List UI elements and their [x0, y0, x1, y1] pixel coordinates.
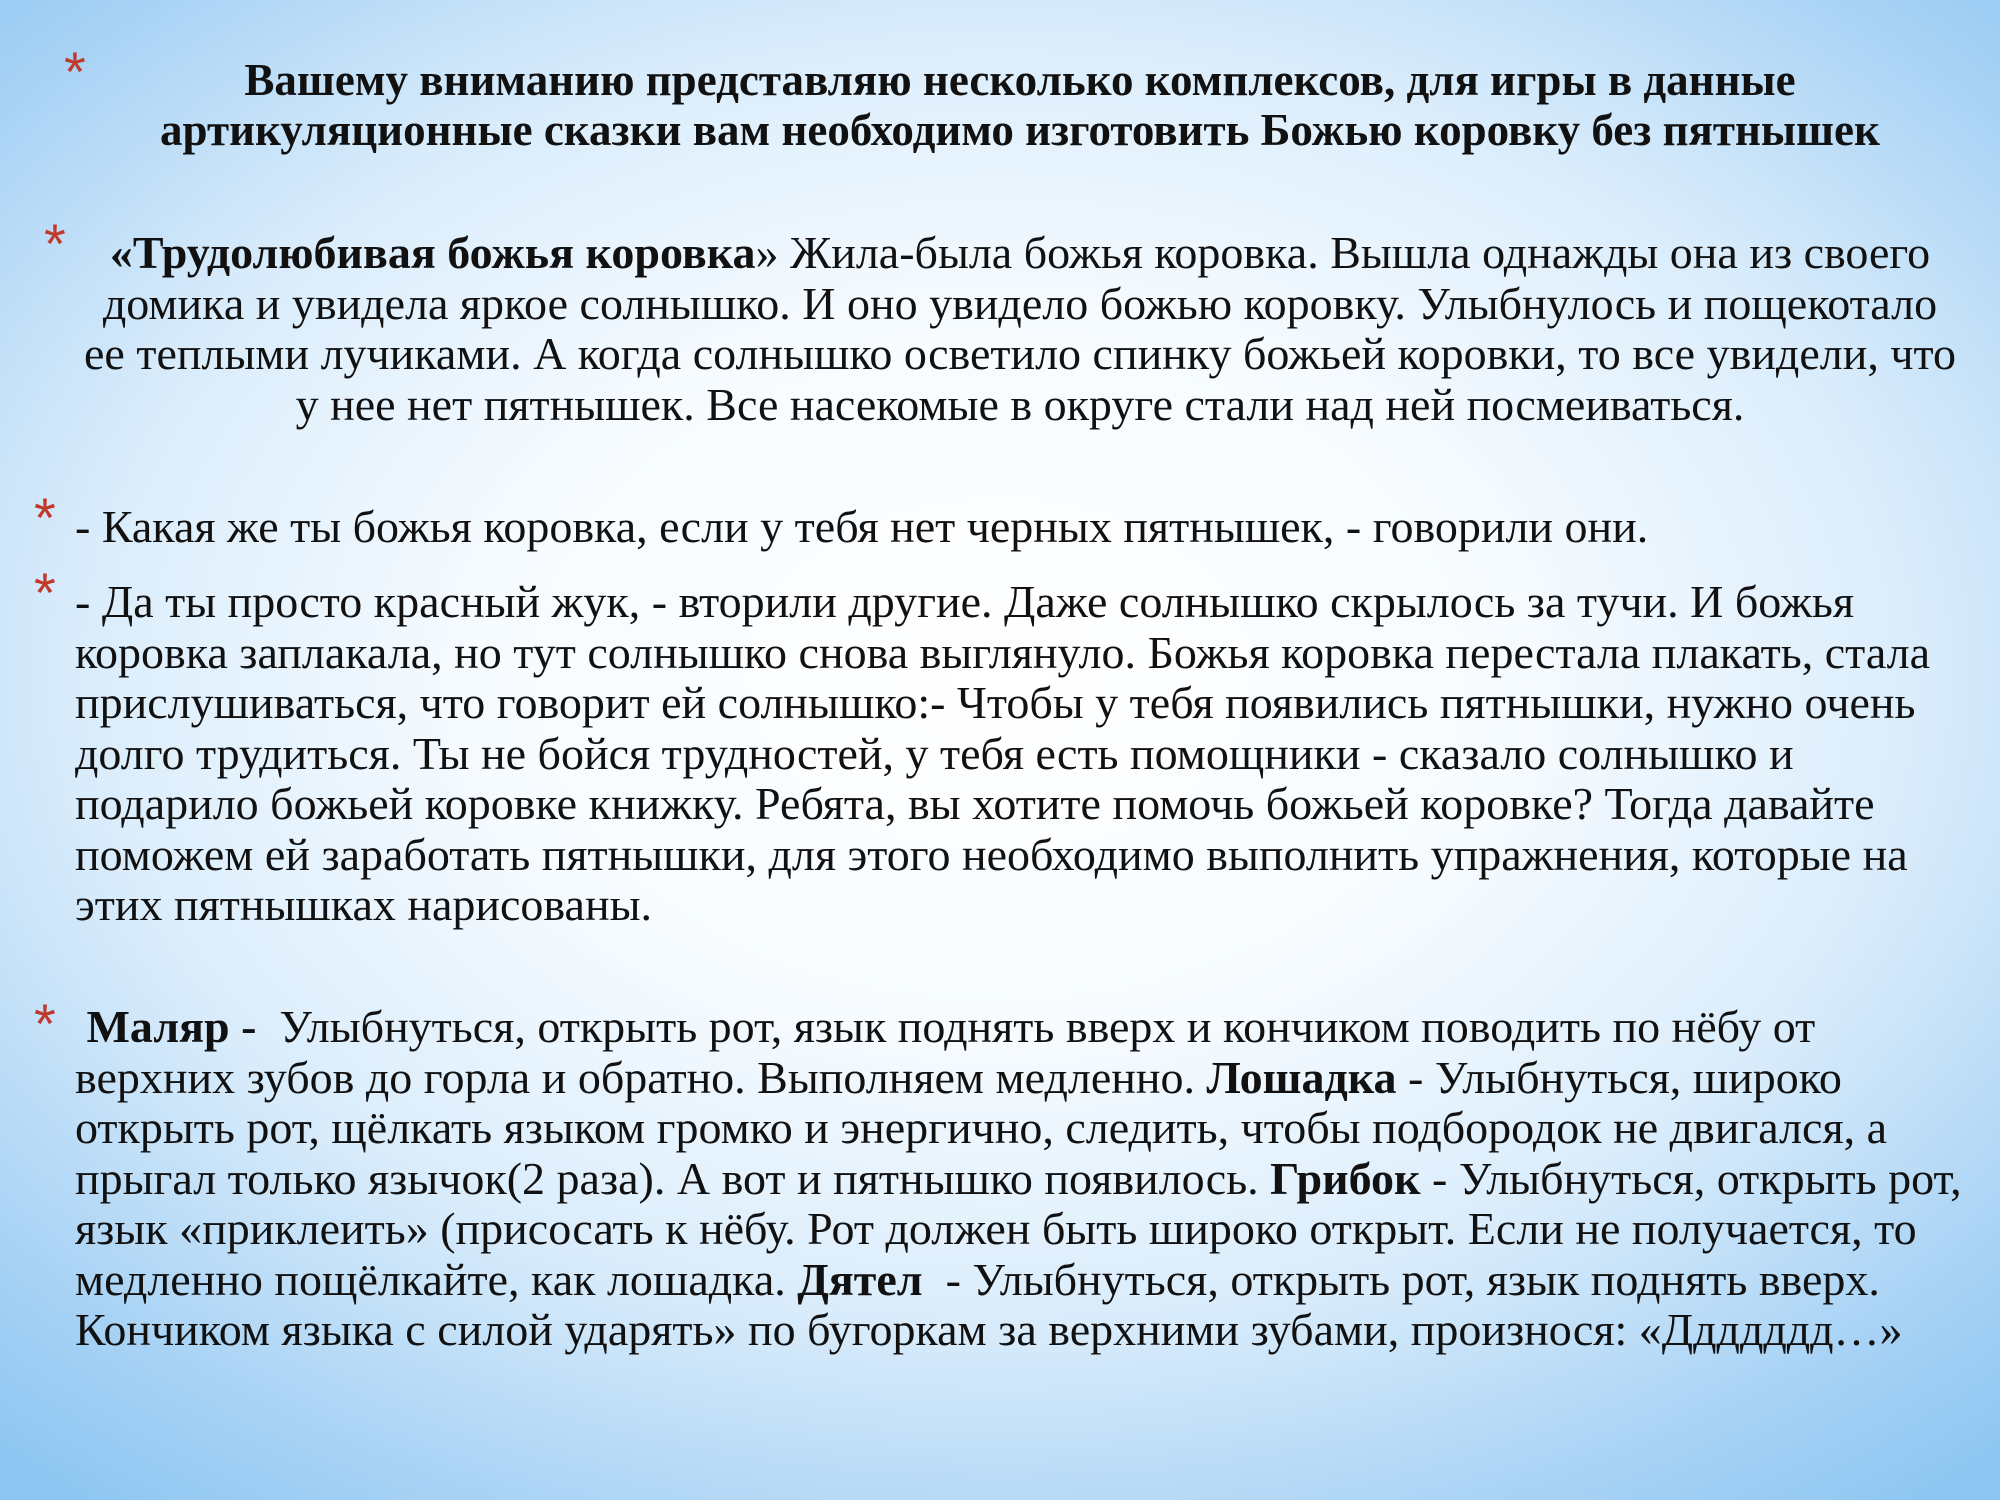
exercise-gribok-title: Грибок — [1270, 1152, 1421, 1204]
exercises-paragraph — [75, 1002, 1965, 1356]
dialog1-text: - Какая же ты божья коровка, если у тебя нет черных пятнышек, - говорили они. — [75, 501, 1649, 552]
bullet-marker-dialog2: * — [34, 561, 56, 624]
story-title: «Трудолюбивая божья коровка — [109, 227, 756, 278]
exercise-gribok-text: - Улыбнуться, открыть рот, язык «приклеить» (присосать к нёбу. Рот должен быть широко открыт. Если не получается, то медленно пощёлкайте, как лошадка. — [75, 1152, 1962, 1305]
story-paragraph — [80, 228, 1960, 430]
exercise-dyatel-text: - Улыбнуться, открыть рот, язык поднять вверх. Кончиком языка с силой ударять» по бугоркам за верхними зубами, произнося: «Ддддддд…» — [75, 1253, 1903, 1355]
exercise-loshadka-text: - Улыбнуться, широко открыть рот, щёлкать языком громко и энергично, следить, чтобы подбородок не двигался, а прыгал только язычок(2 раза). А вот и пятнышко появилось. — [75, 1051, 1888, 1204]
exercise-maliar-text: Улыбнуться, открыть рот, язык поднять вверх и кончиком поводить по нёбу от верхних зубов до горла и обратно. Выполняем медленно. — [75, 1001, 1816, 1103]
bullet-marker-exercises: * — [34, 992, 56, 1055]
dialog2-paragraph — [75, 577, 1965, 931]
bullet-marker-story: * — [44, 212, 66, 275]
bullet-marker-dialog1: * — [34, 486, 56, 549]
bullet-marker-intro: * — [64, 40, 86, 103]
dialog2-text: - Да ты просто красный жук, - вторили другие. Даже солнышко скрылось за тучи. И божья коровка заплакала, но тут солнышко снова выглянуло. Божья коровка перестала плакать, стала прислушиваться, что говорит ей солнышко:- Чтобы у тебя появились пятнышки, нужно очень долго трудиться. Ты не бойся трудностей, у тебя есть помощники - сказало солнышко и подарило божьей коровке книжку. Ребята, вы хотите помочь божьей коровке? Тогда давайте поможем ей заработать пятнышки, для этого необходимо выполнить упражнения, которые на этих пятнышках нарисованы. — [75, 576, 1931, 930]
dialog1-paragraph — [75, 502, 1965, 553]
intro-paragraph — [100, 55, 1940, 155]
story-text: » Жила-была божья коровка. Вышла однажды она из своего домика и увидела яркое солнышко. И оно увидело божью коровку. Улыбнулось и пощекотало ее теплыми лучиками. А когда солнышко осветило спинку божьей коровки, то все увидели, что у нее нет пятнышек. Все насекомые в округе стали над ней посмеиваться. — [84, 227, 1956, 430]
exercise-maliar-title: Маляр - — [86, 1001, 257, 1052]
exercise-loshadka-title: Лошадка — [1206, 1051, 1397, 1103]
exercise-dyatel-title: Дятел — [797, 1253, 923, 1305]
intro-text: Вашему вниманию представляю несколько комплексов, для игры в данные артикуляционные сказки вам необходимо изготовить Божью коровку без пятнышек — [160, 55, 1880, 155]
